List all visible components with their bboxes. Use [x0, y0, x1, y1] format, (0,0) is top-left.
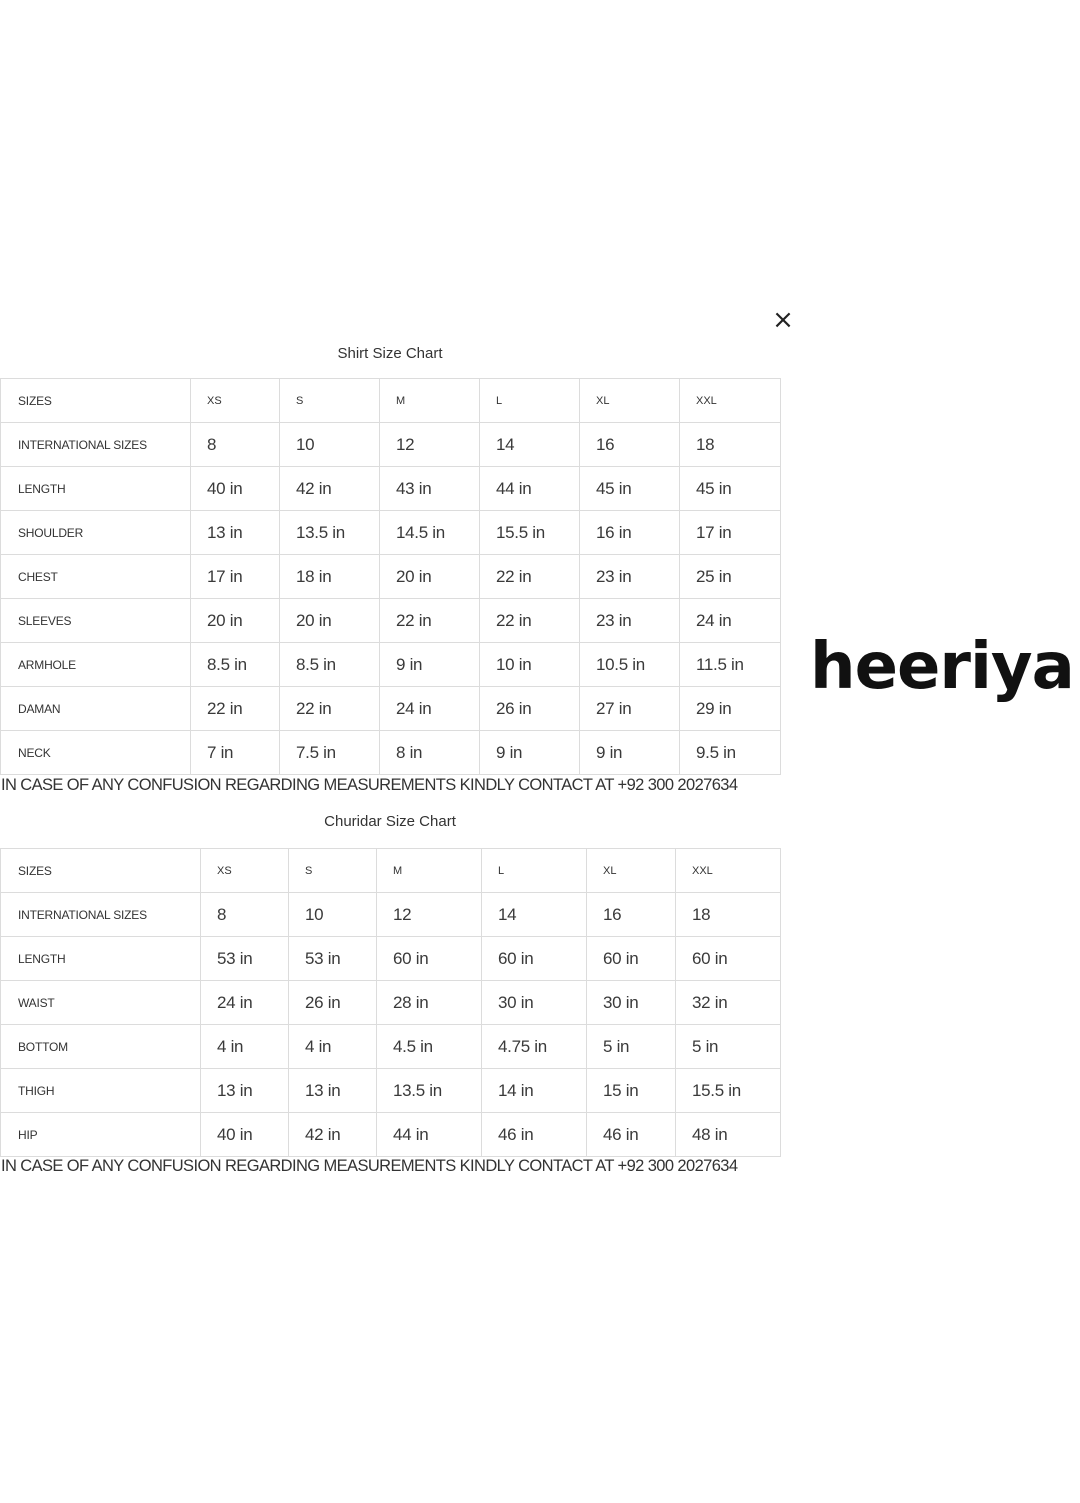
churidar-chart-title: Churidar Size Chart: [324, 813, 456, 830]
measurement-cell: 13 in: [201, 1069, 289, 1113]
table-row: [1, 687, 781, 731]
table-header-row: [1, 849, 781, 893]
table-row: [1, 893, 781, 937]
measurement-cell: 9 in: [580, 731, 680, 775]
measurement-cell: 14 in: [482, 1069, 587, 1113]
row-label-cell: INTERNATIONAL SIZES: [1, 893, 201, 937]
measurement-cell: 24 in: [380, 687, 480, 731]
close-icon[interactable]: ×: [772, 305, 794, 335]
shirt-size-table: [0, 378, 781, 775]
measurement-cell: 22 in: [480, 599, 580, 643]
measurement-cell: 4.5 in: [377, 1025, 482, 1069]
measurement-cell: 32 in: [676, 981, 781, 1025]
measurement-cell: 4 in: [289, 1025, 377, 1069]
brand-logo: heeriya: [810, 630, 1074, 704]
measurement-cell: 44 in: [480, 467, 580, 511]
row-label-cell: BOTTOM: [1, 1025, 201, 1069]
measurement-cell: 5 in: [676, 1025, 781, 1069]
measurement-cell: 10: [280, 423, 380, 467]
table-row: [1, 1069, 781, 1113]
measurement-cell: 28 in: [377, 981, 482, 1025]
row-label-cell: DAMAN: [1, 687, 191, 731]
measurement-cell: 29 in: [680, 687, 781, 731]
row-label-cell: CHEST: [1, 555, 191, 599]
row-label-cell: LENGTH: [1, 937, 201, 981]
measurement-cell: 30 in: [587, 981, 676, 1025]
measurement-cell: 10 in: [480, 643, 580, 687]
measurement-cell: 14: [482, 893, 587, 937]
size-header-cell: XL: [587, 849, 676, 893]
row-label-cell: SIZES: [1, 849, 201, 893]
measurement-cell: 22 in: [191, 687, 280, 731]
size-header-cell: L: [480, 379, 580, 423]
measurement-cell: 15.5 in: [480, 511, 580, 555]
measurement-cell: 48 in: [676, 1113, 781, 1157]
row-label-cell: SIZES: [1, 379, 191, 423]
measurement-cell: 13.5 in: [280, 511, 380, 555]
row-label-cell: HIP: [1, 1113, 201, 1157]
measurement-cell: 18: [680, 423, 781, 467]
size-header-cell: M: [380, 379, 480, 423]
measurement-cell: 24 in: [680, 599, 781, 643]
shirt-chart-title: Shirt Size Chart: [337, 345, 443, 362]
measurement-cell: 4.75 in: [482, 1025, 587, 1069]
measurement-cell: 24 in: [201, 981, 289, 1025]
measurement-cell: 16: [580, 423, 680, 467]
table-row: [1, 467, 781, 511]
shirt-contact-note: IN CASE OF ANY CONFUSION REGARDING MEASUREMENTS KINDLY CONTACT AT +92 300 2027634: [1, 776, 738, 794]
measurement-cell: 53 in: [289, 937, 377, 981]
measurement-cell: 60 in: [377, 937, 482, 981]
measurement-cell: 12: [377, 893, 482, 937]
measurement-cell: 15.5 in: [676, 1069, 781, 1113]
table-row: [1, 937, 781, 981]
row-label-cell: WAIST: [1, 981, 201, 1025]
measurement-cell: 16 in: [580, 511, 680, 555]
measurement-cell: 40 in: [201, 1113, 289, 1157]
measurement-cell: 43 in: [380, 467, 480, 511]
measurement-cell: 14: [480, 423, 580, 467]
measurement-cell: 23 in: [580, 599, 680, 643]
measurement-cell: 14.5 in: [380, 511, 480, 555]
measurement-cell: 8: [191, 423, 280, 467]
size-header-cell: XXL: [676, 849, 781, 893]
measurement-cell: 46 in: [482, 1113, 587, 1157]
measurement-cell: 22 in: [480, 555, 580, 599]
table-row: [1, 555, 781, 599]
measurement-cell: 11.5 in: [680, 643, 781, 687]
measurement-cell: 44 in: [377, 1113, 482, 1157]
size-header-cell: XS: [201, 849, 289, 893]
row-label-cell: LENGTH: [1, 467, 191, 511]
measurement-cell: 13.5 in: [377, 1069, 482, 1113]
measurement-cell: 46 in: [587, 1113, 676, 1157]
measurement-cell: 27 in: [580, 687, 680, 731]
measurement-cell: 26 in: [480, 687, 580, 731]
measurement-cell: 17 in: [191, 555, 280, 599]
measurement-cell: 20 in: [280, 599, 380, 643]
measurement-cell: 10: [289, 893, 377, 937]
churidar-size-table: [0, 848, 781, 1157]
measurement-cell: 10.5 in: [580, 643, 680, 687]
measurement-cell: 8: [201, 893, 289, 937]
measurement-cell: 25 in: [680, 555, 781, 599]
measurement-cell: 7.5 in: [280, 731, 380, 775]
size-header-cell: XL: [580, 379, 680, 423]
measurement-cell: 8.5 in: [191, 643, 280, 687]
row-label-cell: INTERNATIONAL SIZES: [1, 423, 191, 467]
measurement-cell: 42 in: [280, 467, 380, 511]
measurement-cell: 18 in: [280, 555, 380, 599]
measurement-cell: 8.5 in: [280, 643, 380, 687]
measurement-cell: 40 in: [191, 467, 280, 511]
table-row: [1, 643, 781, 687]
measurement-cell: 45 in: [680, 467, 781, 511]
measurement-cell: 12: [380, 423, 480, 467]
measurement-cell: 26 in: [289, 981, 377, 1025]
table-row: [1, 981, 781, 1025]
table-row: [1, 1025, 781, 1069]
measurement-cell: 13 in: [289, 1069, 377, 1113]
measurement-cell: 18: [676, 893, 781, 937]
measurement-cell: 4 in: [201, 1025, 289, 1069]
measurement-cell: 60 in: [587, 937, 676, 981]
measurement-cell: 9.5 in: [680, 731, 781, 775]
measurement-cell: 20 in: [380, 555, 480, 599]
measurement-cell: 30 in: [482, 981, 587, 1025]
measurement-cell: 16: [587, 893, 676, 937]
measurement-cell: 9 in: [380, 643, 480, 687]
measurement-cell: 15 in: [587, 1069, 676, 1113]
measurement-cell: 8 in: [380, 731, 480, 775]
measurement-cell: 5 in: [587, 1025, 676, 1069]
measurement-cell: 60 in: [676, 937, 781, 981]
size-header-cell: XXL: [680, 379, 781, 423]
measurement-cell: 53 in: [201, 937, 289, 981]
table-row: [1, 599, 781, 643]
measurement-cell: 17 in: [680, 511, 781, 555]
measurement-cell: 22 in: [380, 599, 480, 643]
table-row: [1, 511, 781, 555]
measurement-cell: 7 in: [191, 731, 280, 775]
measurement-cell: 23 in: [580, 555, 680, 599]
row-label-cell: SLEEVES: [1, 599, 191, 643]
measurement-cell: 9 in: [480, 731, 580, 775]
size-header-cell: XS: [191, 379, 280, 423]
table-row: [1, 423, 781, 467]
measurement-cell: 22 in: [280, 687, 380, 731]
measurement-cell: 60 in: [482, 937, 587, 981]
table-row: [1, 731, 781, 775]
row-label-cell: THIGH: [1, 1069, 201, 1113]
table-header-row: [1, 379, 781, 423]
size-header-cell: S: [289, 849, 377, 893]
table-row: [1, 1113, 781, 1157]
size-header-cell: S: [280, 379, 380, 423]
measurement-cell: 42 in: [289, 1113, 377, 1157]
size-header-cell: L: [482, 849, 587, 893]
row-label-cell: SHOULDER: [1, 511, 191, 555]
row-label-cell: NECK: [1, 731, 191, 775]
measurement-cell: 45 in: [580, 467, 680, 511]
measurement-cell: 13 in: [191, 511, 280, 555]
row-label-cell: ARMHOLE: [1, 643, 191, 687]
churidar-contact-note: IN CASE OF ANY CONFUSION REGARDING MEASUREMENTS KINDLY CONTACT AT +92 300 2027634: [1, 1157, 738, 1175]
measurement-cell: 20 in: [191, 599, 280, 643]
size-header-cell: M: [377, 849, 482, 893]
